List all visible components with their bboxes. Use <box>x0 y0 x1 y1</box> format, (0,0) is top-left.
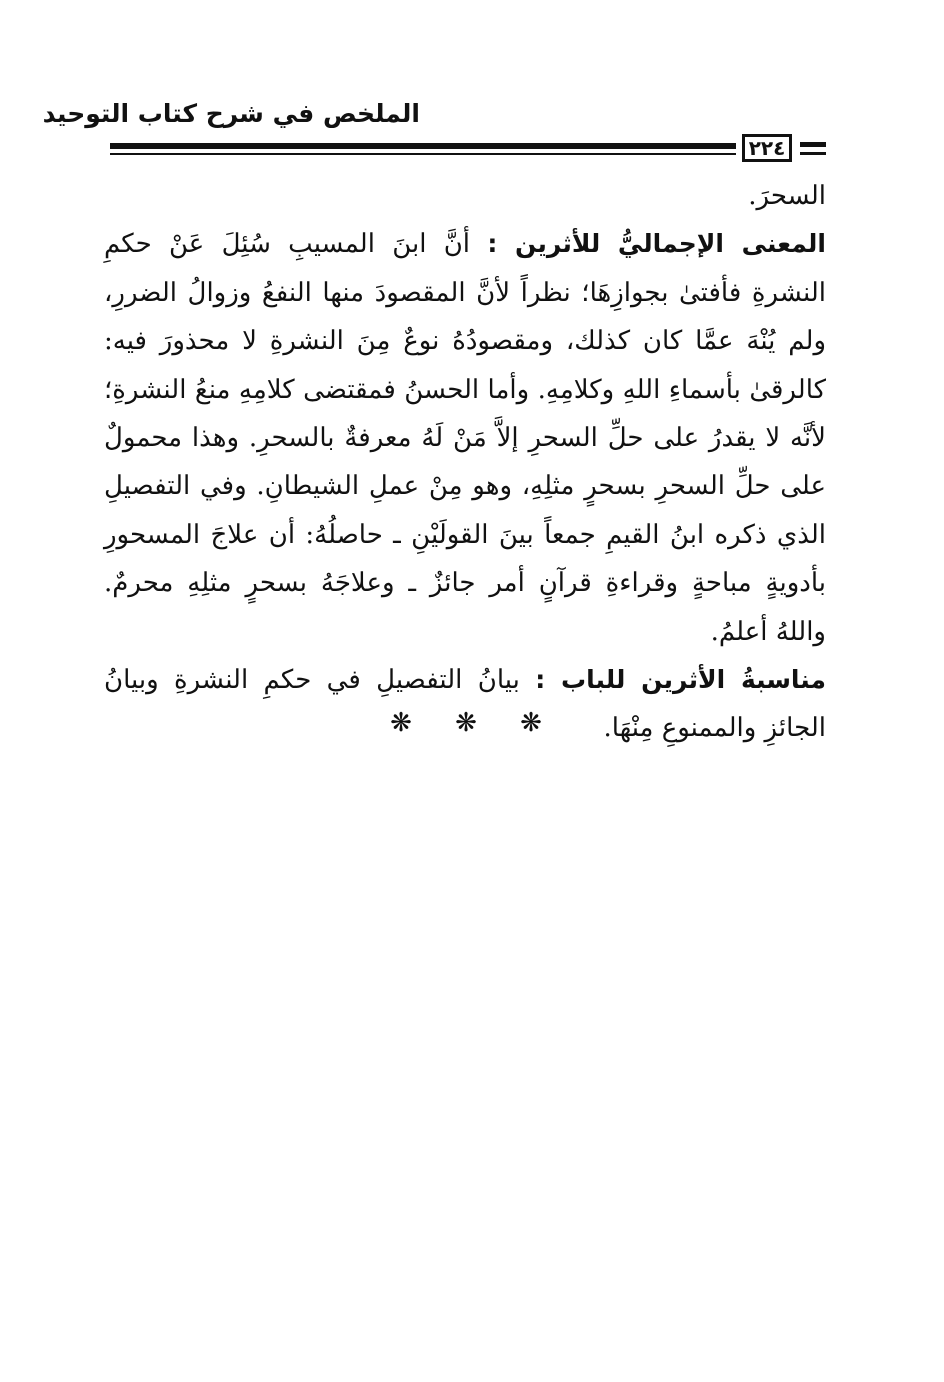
opening-fragment: السحرَ. <box>748 181 826 211</box>
heading-overall-meaning: المعنى الإجماليُّ للأثرين : <box>487 229 826 259</box>
page-number-tick-lower <box>800 152 826 155</box>
paragraph-overall-meaning <box>104 220 826 656</box>
ornament-star-icon: ❋ <box>390 708 412 738</box>
running-head-title: الملخص في شرح كتاب التوحيد <box>42 99 420 128</box>
section-end-ornament <box>386 708 546 738</box>
text-relevance: بيانُ التفصيلِ في حكمِ النشرةِ وبيانُ الجائزِ والممنوعِ مِنْهَا. <box>104 665 826 744</box>
page-number-tick-upper <box>800 142 826 147</box>
heading-relevance: مناسبةُ الأثرين للباب : <box>535 665 826 695</box>
body-text <box>104 172 826 753</box>
header-rule-thin <box>110 153 736 155</box>
header-rule-thick <box>110 143 736 149</box>
paragraph-relevance <box>104 656 826 753</box>
ornament-star-icon: ❋ <box>455 708 477 738</box>
page-number: ٢٢٤ <box>742 134 792 162</box>
text-overall-meaning: أنَّ ابنَ المسيبِ سُئِلَ عَنْ حكمِ النشرةِ فأفتىٰ بجوازِهَا؛ نظراً لأنَّ المقصودَ منها النفعُ وزوالُ الضررِ، ولم يُنْهَ عمَّا كان كذلك، ومقصودُهُ نوعٌ مِنَ النشرةِ لا محذورَ فيه: كالرقىٰ بأسماءِ اللهِ وكلامِهِ. وأما الحسنُ فمقتضى كلامِهِ منعُ النشرةِ؛ لأنَّه لا يقدرُ على حلِّ السحرِ إلاَّ مَنْ لَهُ معرفةٌ بالسحرِ. وهذا محمولٌ على حلِّ السحرِ بسحرٍ مثلِهِ، وهو مِنْ عملِ الشيطانِ. وفي التفصيلِ الذي ذكره ابنُ القيمِ جمعاً بينَ القولَيْنِ ـ حاصلُهُ: أن علاجَ المسحورِ بأدويةٍ مباحةٍ وقراءةِ قرآنٍ أمر جائزٌ ـ وعلاجَهُ بسحرٍ مثلِهِ محرمٌ. واللهُ أعلمُ. <box>104 229 826 647</box>
ornament-star-icon: ❋ <box>520 708 542 738</box>
